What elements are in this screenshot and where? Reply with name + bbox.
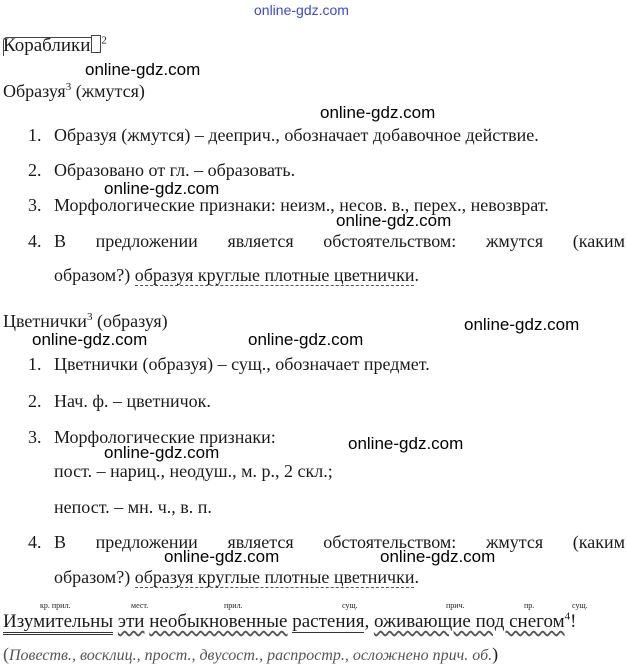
predicate: Изумительны bbox=[3, 611, 113, 635]
section1-heading-word: Образуя bbox=[3, 81, 66, 101]
section2-heading bbox=[3, 310, 168, 332]
list-item bbox=[28, 124, 539, 146]
sentence-characteristics bbox=[3, 644, 498, 665]
list-item bbox=[28, 531, 625, 553]
list-item bbox=[28, 159, 295, 181]
ending-box bbox=[91, 35, 101, 53]
item-cont-plain: образом?) bbox=[54, 567, 135, 587]
pos-label: пр. bbox=[524, 601, 535, 610]
item-subline: непост. – мн. ч., в. п. bbox=[54, 497, 212, 517]
root-arc bbox=[3, 37, 92, 56]
watermark: online-gdz.com bbox=[104, 179, 220, 198]
item-text: Морфологические признаки: bbox=[54, 427, 276, 447]
watermark: online-gdz.com bbox=[248, 330, 364, 349]
pos-label: кр. прил. bbox=[40, 601, 71, 610]
pos-label: мест. bbox=[131, 601, 149, 610]
item-number: 2. bbox=[28, 160, 42, 180]
item-number: 4. bbox=[28, 532, 42, 552]
item-text: В предложении является обстоятельством: жмутся (каким bbox=[54, 532, 625, 552]
list-item bbox=[28, 353, 430, 375]
item-number: 1. bbox=[28, 125, 42, 145]
item-continuation bbox=[54, 566, 419, 588]
watermark: online-gdz.com bbox=[104, 443, 220, 462]
pos-label: прич. bbox=[446, 601, 465, 610]
participle-phrase: образуя круглые плотные цветнички bbox=[134, 567, 415, 587]
item-number: 2. bbox=[28, 391, 42, 411]
section2-heading-rest: (образуя) bbox=[96, 311, 168, 331]
attribute: необыкновенные bbox=[149, 611, 288, 632]
item-number: 1. bbox=[28, 354, 42, 374]
section1-heading bbox=[3, 80, 145, 102]
item-cont-plain: образом?) bbox=[54, 265, 135, 285]
item-continuation bbox=[54, 264, 419, 286]
characteristics-text: Повеств., восклиц., прост., двусост., распростр., осложнено прич. об. bbox=[9, 647, 493, 664]
sentence-end: ! bbox=[570, 611, 577, 632]
watermark: online-gdz.com bbox=[320, 103, 436, 122]
section2-heading-sup: 3 bbox=[86, 311, 93, 323]
list-item bbox=[28, 194, 549, 216]
paren-close: ) bbox=[492, 644, 499, 664]
paren-open: ( bbox=[3, 644, 9, 664]
watermark: online-gdz.com bbox=[380, 547, 496, 566]
pos-label: сущ. bbox=[572, 601, 588, 610]
watermark: online-gdz.com bbox=[32, 330, 148, 349]
word-title bbox=[3, 35, 107, 57]
item-text: В предложении является обстоятельством: жмутся (каким bbox=[54, 231, 625, 251]
watermark-top: online-gdz.com bbox=[254, 2, 349, 18]
item-number: 3. bbox=[28, 427, 42, 447]
sentence-sup: 4 bbox=[564, 610, 571, 623]
pos-label: прил. bbox=[224, 601, 243, 610]
word-title-sup: 2 bbox=[101, 34, 107, 47]
item-subline: пост. – нариц., неодуш., м. р., 2 скл.; bbox=[54, 461, 333, 481]
item-text: Нач. ф. – цветничок. bbox=[54, 391, 211, 411]
watermark: online-gdz.com bbox=[85, 60, 201, 79]
item-number: 3. bbox=[28, 195, 42, 215]
parsed-sentence: Изумительны эти необыкновенные растения, оживающие под снегом$^4$! bbox=[3, 610, 576, 634]
participle-phrase: оживающие под снегом bbox=[373, 611, 565, 632]
section1-heading-sup: 3 bbox=[65, 81, 72, 93]
item-text: Образуя (жмутся) – дееприч., обозначает добавочное действие. bbox=[54, 125, 539, 145]
watermark: online-gdz.com bbox=[336, 211, 452, 230]
list-item bbox=[28, 390, 211, 412]
item-text: Морфологические признаки: неизм., несов. в., перех., невозврат. bbox=[54, 195, 549, 215]
word-title-text: Кораблики bbox=[3, 35, 91, 56]
section1-heading-rest: (жмутся) bbox=[75, 81, 145, 101]
watermark: online-gdz.com bbox=[164, 547, 280, 566]
attribute: эти bbox=[117, 611, 145, 632]
item-cont-end: . bbox=[414, 265, 419, 285]
section2-heading-word: Цветнички bbox=[3, 311, 87, 331]
subject: растения bbox=[292, 611, 365, 632]
item-text: Образовано от гл. – образовать. bbox=[54, 160, 296, 180]
watermark: online-gdz.com bbox=[464, 315, 580, 334]
list-item bbox=[28, 230, 625, 252]
pos-label: сущ. bbox=[342, 601, 358, 610]
participle-phrase: образуя круглые плотные цветнички bbox=[134, 265, 415, 285]
watermark: online-gdz.com bbox=[348, 434, 464, 453]
item-text: Цветнички (образуя) – сущ., обозначает предмет. bbox=[54, 354, 430, 374]
item-cont-end: . bbox=[414, 567, 419, 587]
item-number: 4. bbox=[28, 231, 42, 251]
